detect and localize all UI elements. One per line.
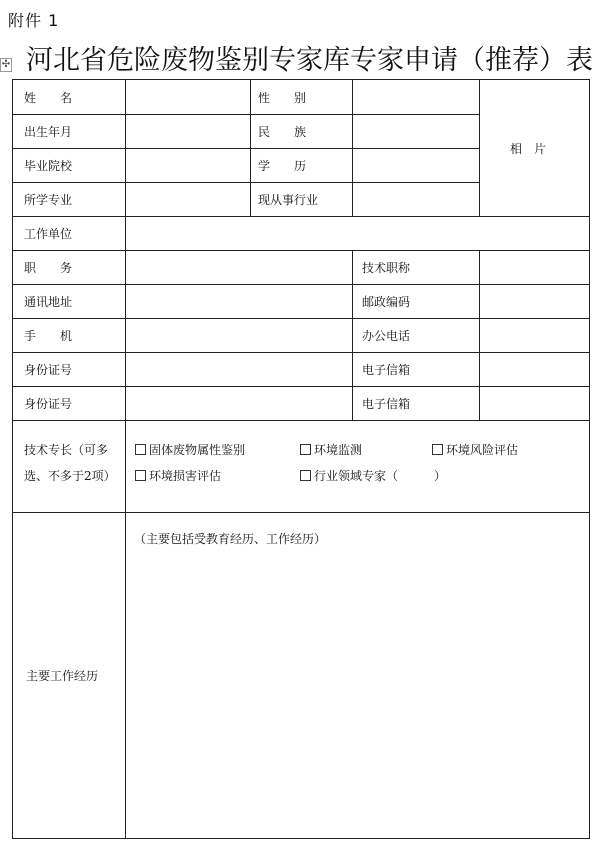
tech-title-field[interactable] — [480, 251, 589, 284]
education-field[interactable] — [353, 149, 479, 182]
label-office-phone: 办公电话 — [362, 329, 411, 343]
label-work-experience: 主要工作经历 — [26, 669, 99, 683]
label-industry: 现从事行业 — [258, 193, 319, 207]
label-name: 姓 名 — [24, 90, 73, 105]
label-employer: 工作单位 — [24, 227, 73, 241]
email-field[interactable] — [480, 353, 589, 386]
label-email: 电子信箱 — [362, 363, 411, 377]
label-tech-title: 技术职称 — [362, 261, 411, 275]
experience-hint: （主要包括受教育经历、工作经历） — [134, 532, 327, 546]
label-major: 所学专业 — [24, 193, 73, 207]
label-specialty-line2: 选、不多于2项） — [24, 469, 116, 483]
label-id-number-2: 身份证号 — [24, 397, 73, 411]
mobile-field[interactable] — [126, 319, 352, 352]
label-mobile: 手 机 — [24, 329, 73, 343]
grid-line — [479, 79, 480, 216]
grid-line — [250, 79, 251, 216]
attachment-label: 附件 1 — [8, 11, 60, 30]
address-field[interactable] — [126, 285, 352, 318]
grid-line — [12, 512, 590, 513]
checkbox-icon[interactable] — [432, 444, 443, 455]
postcode-field[interactable] — [480, 285, 589, 318]
school-field[interactable] — [126, 149, 250, 182]
label-education: 学 历 — [258, 159, 307, 173]
label-photo: 相 片 — [510, 141, 547, 156]
label-gender: 性 别 — [258, 90, 307, 105]
checkbox-icon[interactable] — [300, 470, 311, 481]
ethnicity-field[interactable] — [353, 115, 479, 148]
label-postcode: 邮政编码 — [362, 295, 411, 309]
label-ethnicity: 民 族 — [258, 125, 307, 139]
specialty-option-risk-assessment[interactable]: 环境风险评估 — [432, 441, 518, 458]
grid-line — [12, 420, 590, 421]
checkbox-icon[interactable] — [300, 444, 311, 455]
industry-field[interactable] — [353, 183, 479, 216]
specialty-option-industry-expert[interactable]: 行业领域专家（ ） — [300, 467, 446, 484]
id-number-field[interactable] — [126, 353, 352, 386]
label-position: 职 务 — [24, 261, 73, 275]
name-field[interactable] — [126, 80, 250, 114]
employer-field[interactable] — [126, 217, 589, 250]
form-title: 河北省危险废物鉴别专家库专家申请（推荐）表 — [26, 45, 593, 76]
checkbox-icon[interactable] — [135, 470, 146, 481]
label-address: 通讯地址 — [24, 295, 73, 309]
grid-line — [352, 250, 353, 420]
table-move-handle-icon[interactable]: ✣ — [1, 59, 11, 70]
position-field[interactable] — [126, 251, 352, 284]
label-school: 毕业院校 — [24, 159, 73, 173]
gender-field[interactable] — [353, 80, 479, 114]
checkbox-icon[interactable] — [135, 444, 146, 455]
birth-field[interactable] — [126, 115, 250, 148]
specialty-option-damage-assessment[interactable]: 环境损害评估 — [135, 467, 221, 484]
grid-line — [12, 79, 13, 839]
work-experience-field[interactable] — [126, 550, 589, 837]
label-birth: 出生年月 — [24, 125, 73, 139]
specialty-option-monitoring[interactable]: 环境监测 — [300, 441, 362, 458]
id-number-field-2[interactable] — [126, 387, 352, 420]
label-specialty-line1: 技术专长（可多 — [24, 443, 109, 457]
grid-line — [589, 79, 590, 839]
label-id-number: 身份证号 — [24, 363, 73, 377]
grid-line — [12, 838, 590, 839]
major-field[interactable] — [126, 183, 250, 216]
email-field-2[interactable] — [480, 387, 589, 420]
specialty-option-solid-waste[interactable]: 固体废物属性鉴别 — [135, 441, 245, 458]
office-phone-field[interactable] — [480, 319, 589, 352]
label-email-2: 电子信箱 — [362, 397, 411, 411]
